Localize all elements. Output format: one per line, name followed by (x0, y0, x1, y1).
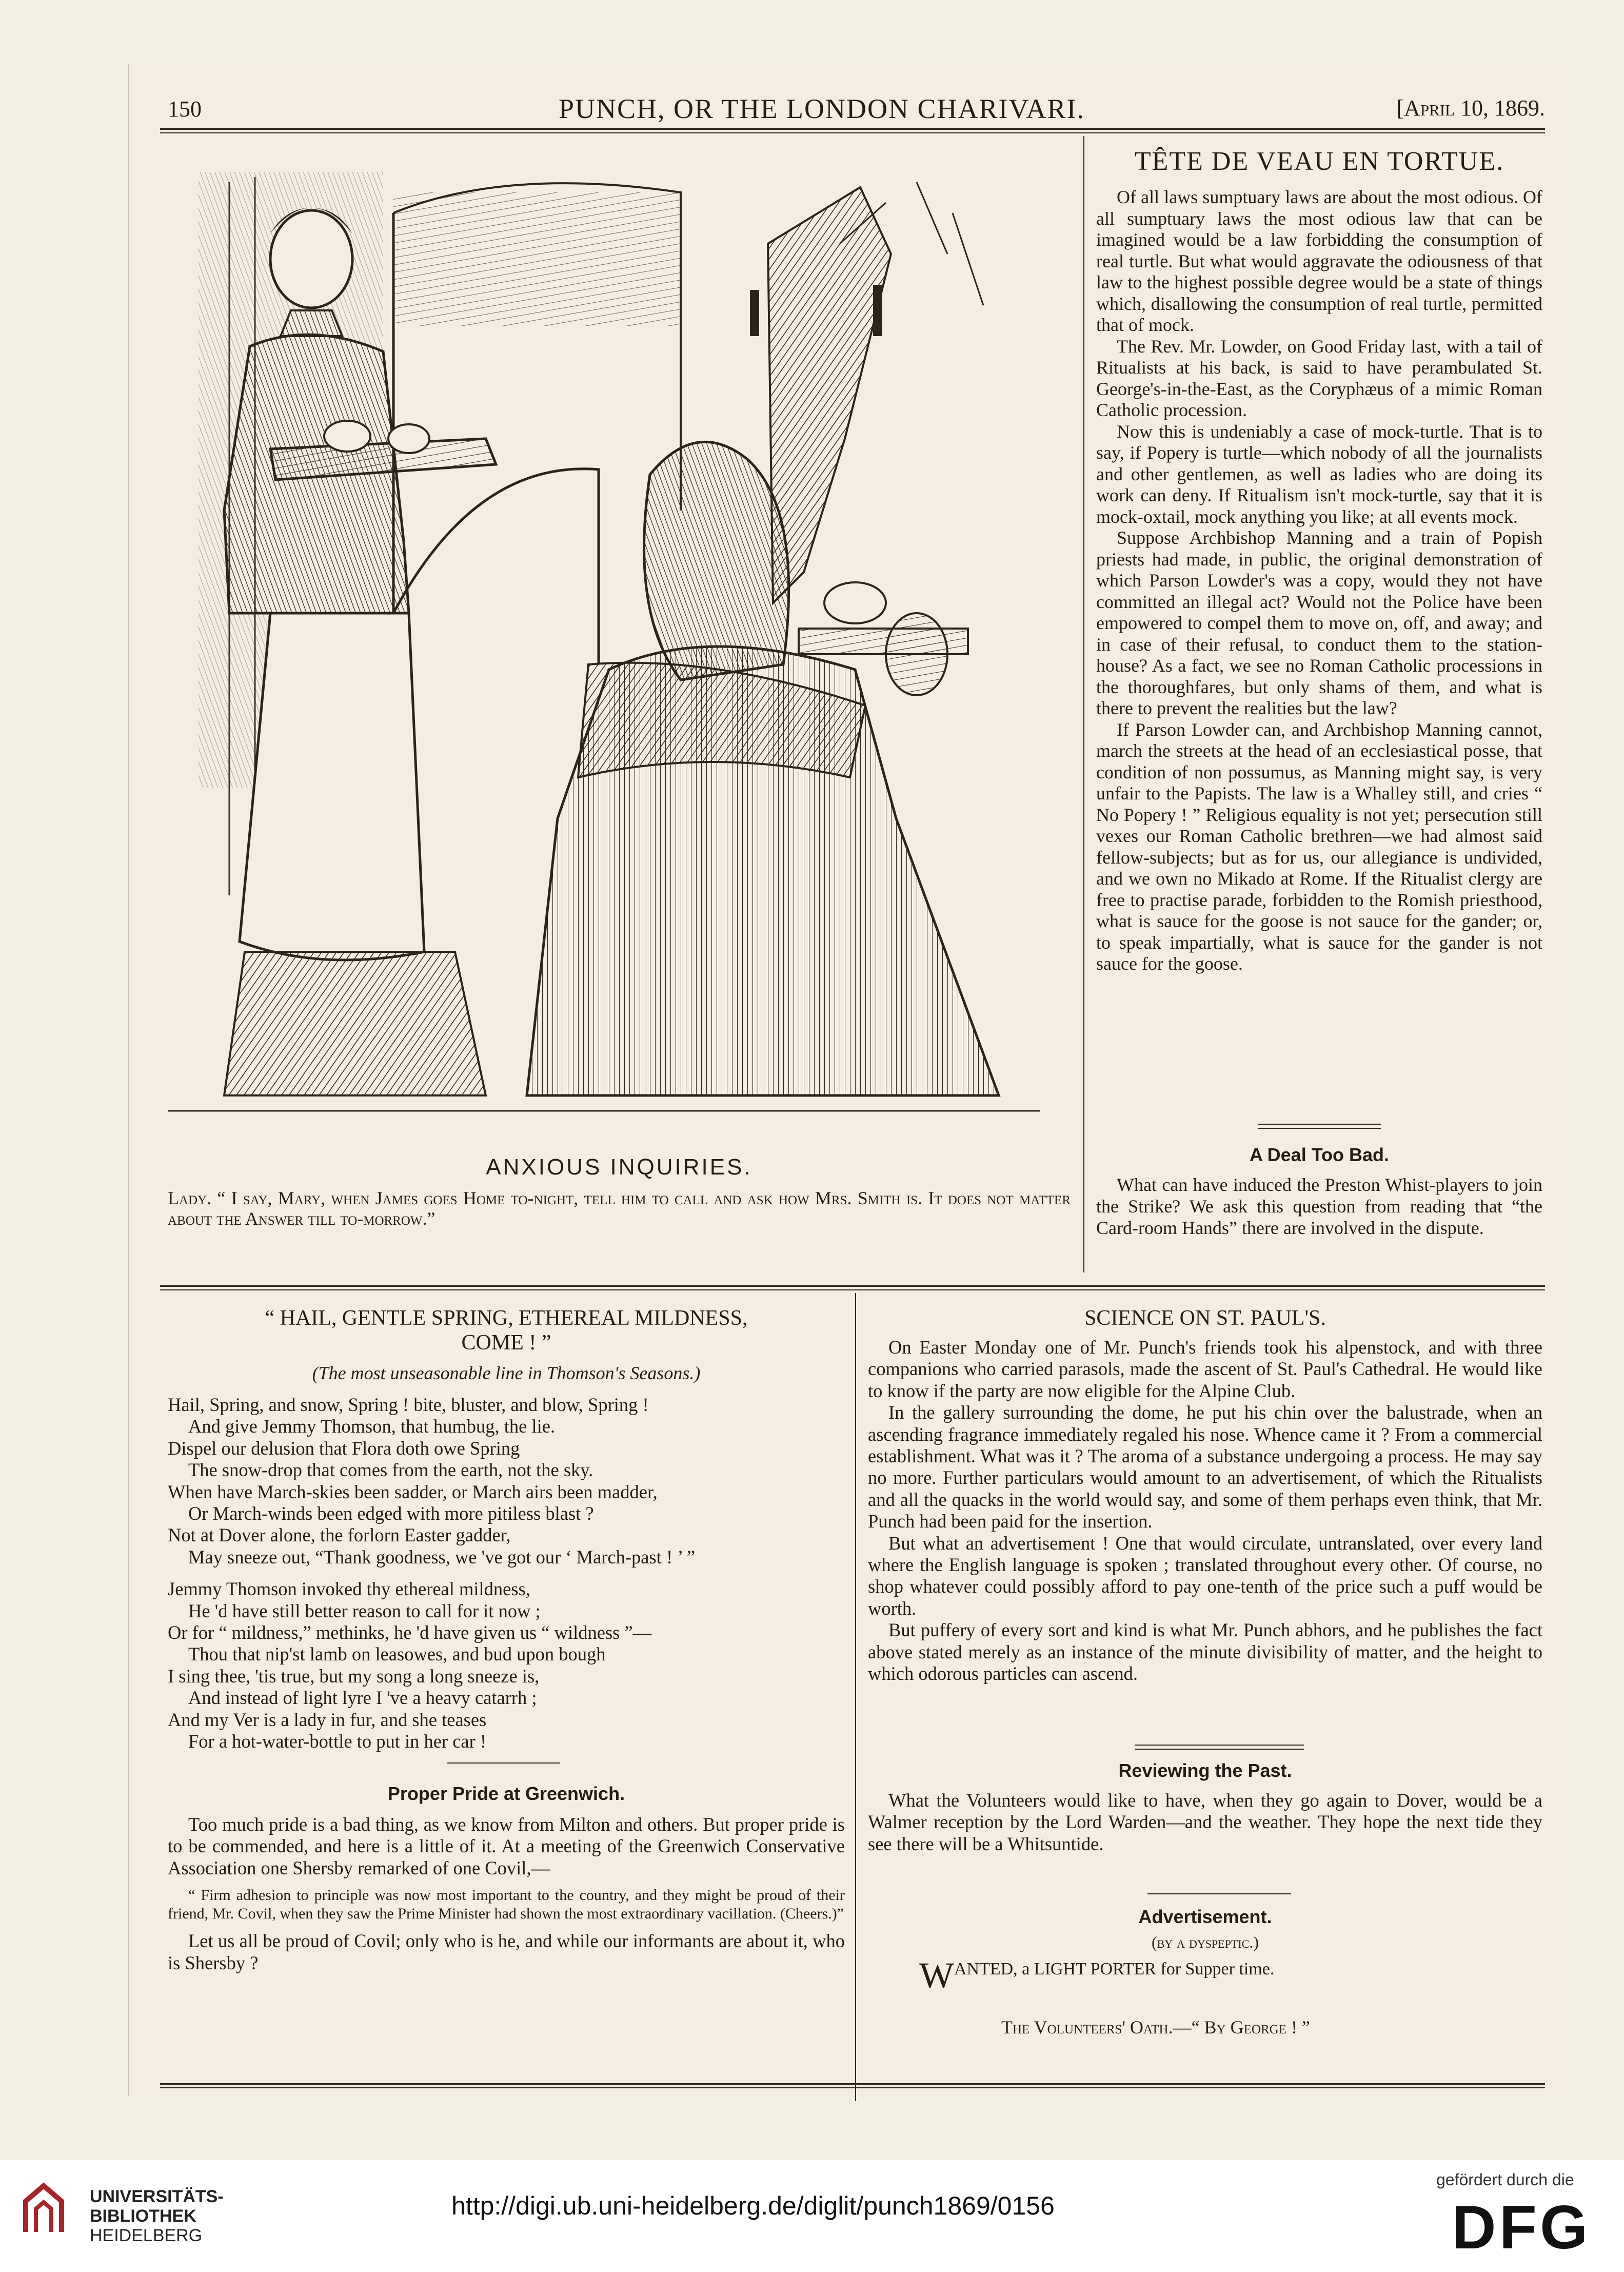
funding-note: gefördert durch die (1436, 2170, 1574, 2189)
article-paragraph: Let us all be proud of Covil; only who is he, and while our informants are about it, who is Shersby ? (168, 1930, 845, 1973)
poem-stanza-1 (168, 1394, 845, 1568)
advertisement-subtitle: (by a dyspeptic.) (1151, 1933, 1259, 1951)
poem-hail-gentle-spring (168, 1306, 845, 1753)
column-divider-top (1083, 136, 1084, 1272)
header-rule-2 (160, 132, 1545, 133)
volunteers-oath: The Volunteers' Oath.—“ By George ! ” (1001, 2017, 1310, 2038)
library-name-line: HEIDELBERG (90, 2226, 203, 2245)
poem-line: And give Jemmy Thomson, that humbug, the lie. (188, 1416, 556, 1437)
poem-line: For a hot-water-bottle to put in her car ! (188, 1731, 487, 1752)
bottom-rule-2 (160, 2087, 1545, 2088)
poem-line: Or for “ mildness,” methinks, he 'd have given us “ wildness ”— (168, 1622, 652, 1643)
article-title: SCIENCE ON ST. PAUL'S. (1084, 1306, 1326, 1330)
header-rule (160, 128, 1545, 130)
illustration-anxious-inquiries (168, 151, 1071, 1137)
article-paragraph: In the gallery surrounding the dome, he put his chin over the balustrade, when an ascending fragrance immediately regaled his nose. Whence came it ? From a commercial establishment. What was it ? The aroma of a substance undergoing a process. He may say no more. Further particulars would amount to an advertisement, of which the Ritualists and all the quacks in the world would say, and some of them perhaps even think, that Mr. Punch had been paid for the insertion. (868, 1402, 1542, 1532)
poem-line: And my Ver is a lady in fur, and she teases (168, 1709, 487, 1730)
article-tete-de-veau (1096, 136, 1542, 975)
advertisement-body (919, 1955, 1542, 1996)
advertisement-text: ANTED, a LIGHT PORTER for Supper time. (954, 1960, 1275, 1979)
article-paragraph: What can have induced the Preston Whist-players to join the Strike? We ask this question from reading that “the Card-room Hands” there are involved in the dispute. (1096, 1174, 1542, 1238)
engraving-image (168, 151, 1071, 1137)
section-rule (1147, 1893, 1291, 1894)
library-name-line: BIBLIOTHEK (90, 2206, 196, 2226)
poem-line: Thou that nip'st lamb on leasowes, and bud upon bough (188, 1643, 606, 1665)
poem-line: The snow-drop that comes from the earth, not the sky. (188, 1459, 593, 1481)
article-paragraph: Now this is undeniably a case of mock-turtle. That is to say, if Popery is turtle—which nobody of all the journalists and other gentlemen, as well as ladies who are doing its work can deny. If Ritualism isn't mock-turtle, say that it is mock-oxtail, mock anything you like; at all events mock. (1096, 421, 1542, 527)
footer-bar (0, 2160, 1624, 2272)
article-proper-pride (168, 1783, 845, 1974)
poem-line: He 'd have still better reason to call for it now ; (188, 1600, 541, 1621)
illustration-caption-title: ANXIOUS INQUIRIES. (486, 1154, 752, 1180)
article-paragraph: On Easter Monday one of Mr. Punch's friends took his alpenstock, and with three companions who carried parasols, made the ascent of St. Paul's Cathedral. He would like to know if the party are now eligible for the Alpine Club. (868, 1337, 1542, 1401)
poem-line: Or March-winds been edged with more pitiless blast ? (188, 1503, 594, 1524)
illustration-caption: Lady. “ I say, Mary, when James goes Home to-night, tell him to call and ask how Mrs. Smith is. It does not matter about the Answer till to-morrow.” (168, 1188, 1071, 1229)
section-rule (1135, 1745, 1304, 1746)
article-reviewing-the-past (868, 1760, 1542, 1855)
section-rule-2 (1258, 1128, 1381, 1129)
article-title: Reviewing the Past. (1118, 1760, 1292, 1781)
section-rule (447, 1762, 560, 1764)
article-paragraph: What the Volunteers would like to have, when they go again to Dover, would be a Walmer reception by the Lord Warden—and the weather. They hope the next tide they see there will be a Whitsuntide. (868, 1790, 1542, 1854)
article-title: TÊTE DE VEAU EN TORTUE. (1134, 147, 1504, 176)
poem-line: May sneeze out, “Thank goodness, we 've got our ‘ March-past ! ’ ” (188, 1546, 696, 1568)
article-paragraph: If Parson Lowder can, and Archbishop Manning cannot, march the streets at the head of an ecclesiastical posse, that condition of non possumus, as Manning might say, is very unfair to the Papists. The law is a Whalley still, and cries “ No Popery ! ” Religious equality is not yet; persecution still vexes our Roman Catholic brethren—we had almost said fellow-subjects; but as for us, our allegiance is undivided, and we own no Mikado at Rome. If the Ritualist clergy are free to practise parade, forbidden to the Romish priesthood, what is sauce for the goose is not sauce for the gander; or, to speak impartially, what is sauce for the gander is not sauce for the goose. (1096, 719, 1542, 974)
poem-line: Jemmy Thomson invoked thy ethereal mildness, (168, 1578, 530, 1600)
section-rule (1258, 1124, 1381, 1125)
article-paragraph: Of all laws sumptuary laws are about the most odious. Of all sumptuary laws the most odious law that can be imagined would be a law forbidding the consumption of real turtle. But what would aggravate the odiousness of that law to the highest possible degree would be a state of things which, disallowing the consumption of real turtle, permitted that of mock. (1096, 187, 1542, 335)
library-name-line: UNIVERSITÄTS- (90, 2187, 224, 2206)
article-paragraph: The Rev. Mr. Lowder, on Good Friday last, with a tail of Ritualists at his back, is said to have perambulated St. George's-in-the-East, as the Coryphæus of a mimic Roman Catholic procession. (1096, 336, 1542, 420)
newspaper-page (128, 64, 1566, 2096)
issue-date: [April 10, 1869. (1396, 95, 1545, 121)
source-url[interactable]: http://digi.ub.uni-heidelberg.de/diglit/punch1869/0156 (451, 2191, 1055, 2220)
middle-rule (160, 1285, 1545, 1287)
advertisement-title: Advertisement. (1138, 1906, 1272, 1927)
poem-line: Not at Dover alone, the forlorn Easter gadder, (168, 1524, 511, 1546)
article-paragraph: But what an advertisement ! One that would circulate, untranslated, over every land where the English language is spoken ; translated throughout every other. Of course, no shop whatever could possibly afford to pay one-tenth of the price such a puff would be worth. (868, 1532, 1542, 1619)
bottom-rule (160, 2083, 1545, 2085)
article-paragraph: Suppose Archbishop Manning and a train of Popish priests had made, in public, the original demonstration of which Parson Lowder's was a copy, would they not have committed an illegal act? Would not the Police have been empowered to compel them to move on, off, and away; and in case of their refusal, to conduct them to the station-house? As a fact, we see no Roman Catholic processions in the thoroughfares, but only shams of them, and what is there to prevent the realities but the law? (1096, 527, 1542, 718)
poem-line: Dispel our delusion that Flora doth owe Spring (168, 1437, 520, 1459)
article-title: A Deal Too Bad. (1249, 1144, 1390, 1165)
middle-rule-2 (160, 1289, 1545, 1290)
masthead-title: PUNCH, OR THE LONDON CHARIVARI. (558, 93, 1085, 124)
article-deal-too-bad (1096, 1144, 1542, 1239)
poem-line: I sing thee, 'tis true, but my song a long sneeze is, (168, 1665, 540, 1687)
dfg-logo: DFG (1452, 2193, 1591, 2262)
library-logo-icon (21, 2181, 67, 2237)
article-paragraph: But puffery of every sort and kind is what Mr. Punch abhors, and he publishes the fact above stated merely as an instance of the minute divisibility of matter, and the height to which odorous particles can ascend. (868, 1619, 1542, 1685)
column-divider-bottom (855, 1293, 856, 2101)
library-name (90, 2187, 224, 2245)
article-science-st-pauls (868, 1306, 1542, 1685)
poem-subtitle: (The most unseasonable line in Thomson's Seasons.) (312, 1363, 701, 1383)
drop-cap: W (919, 1955, 954, 1996)
poem-title-line-2: COME ! ” (461, 1331, 551, 1355)
poem-line: When have March-skies been sadder, or March airs been madder, (168, 1481, 658, 1502)
poem-line: And instead of light lyre I 've a heavy catarrh ; (188, 1687, 537, 1709)
article-paragraph: Too much pride is a bad thing, as we know from Milton and others. But proper pride is to be commended, and here is a little of it. At a meeting of the Greenwich Conservative Association one Shersby remarked of one Covil,— (168, 1814, 845, 1878)
page-number: 150 (168, 96, 202, 122)
section-rule-2 (1135, 1749, 1304, 1750)
advertisement (868, 1906, 1542, 2038)
poem-stanza-2 (168, 1578, 845, 1752)
article-quote: “ Firm adhesion to principle was now most important to the country, and they might be proud of their friend, Mr. Covil, when they saw the Prime Minister had shown the most extraordinary vacillation. (Cheers.)” (168, 1887, 845, 1923)
poem-title-line-1: “ HAIL, GENTLE SPRING, ETHEREAL MILDNESS, (265, 1306, 748, 1330)
article-title: Proper Pride at Greenwich. (387, 1783, 625, 1804)
poem-line: Hail, Spring, and snow, Spring ! bite, bluster, and blow, Spring ! (168, 1394, 649, 1415)
